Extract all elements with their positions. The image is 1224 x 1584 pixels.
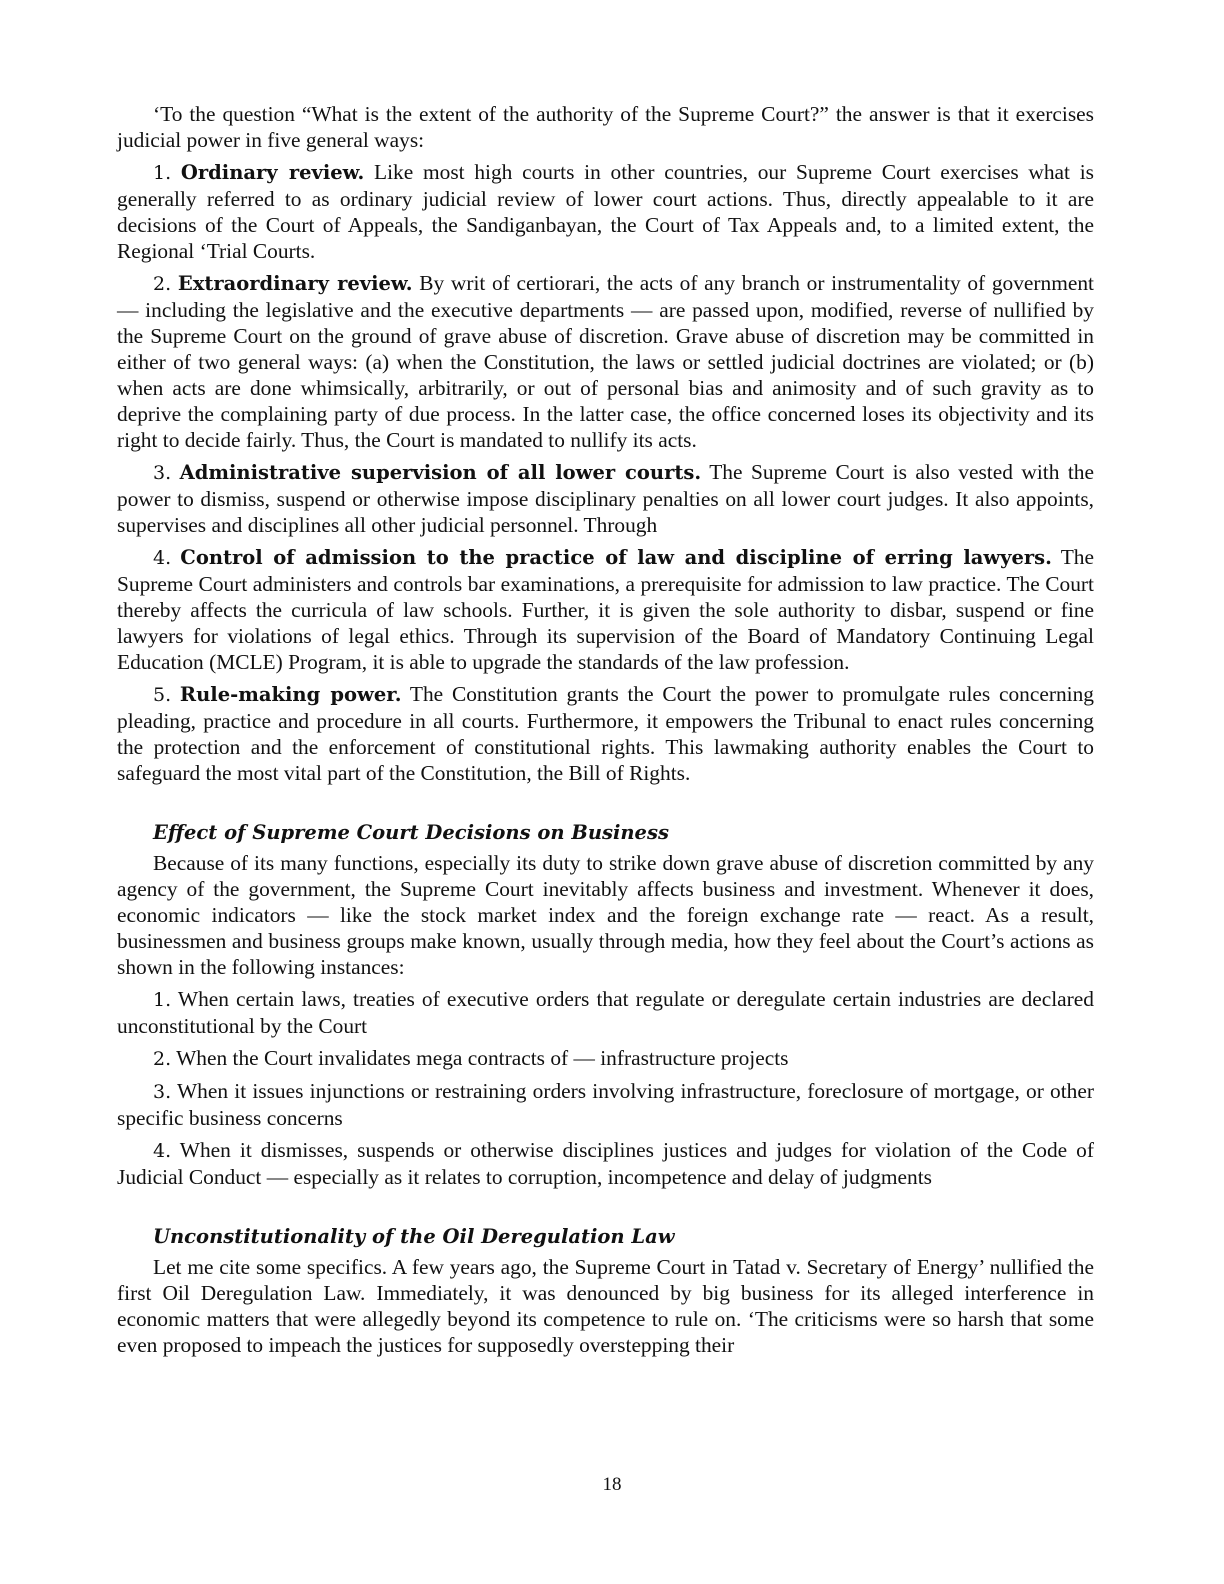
power-text: Like most high courts in other countries, our Supreme Court exercises what is generally referred to as ordinary judicial review of lower court actions. Thus, directly appealable to it are decisions of the Court of Appeals, the Sandiganbayan, the Court of Tax Appeals and, to a limited extent, the Regional ‘Trial Courts. (117, 160, 1094, 263)
instance-number: 1. (153, 989, 172, 1011)
power-number: 3. (153, 462, 172, 484)
instance-text: When it dismisses, suspends or otherwise disciplines justices and judges for violation of the Code of Judicial Conduct — especially as it relates to corruption, incompetence and delay of judgments (117, 1138, 1094, 1189)
power-title: Control of admission to the practice of law and discipline of erring lawyers. (180, 546, 1052, 569)
power-number: 2. (153, 273, 172, 295)
oil-deregulation-paragraph: Let me cite some specifics. A few years ago, the Supreme Court in Tatad v. Secretary of Energy’ nullified the first Oil Deregulation Law. Immediately, it was denounced by big business for its alleged interference in economic matters that were allegedly beyond its competence to rule on. ‘The criticisms were so harsh that some even proposed to impeach the justices for supposedly overstepping their (117, 1255, 1094, 1357)
power-title: Administrative supervision of all lower courts. (179, 461, 702, 484)
intro-paragraph: ‘To the question “What is the extent of the authority of the Supreme Court?” the answer is that it exercises judicial power in five general ways: (117, 102, 1094, 152)
instance-item (117, 986, 1094, 1039)
instance-item (117, 1045, 1094, 1072)
power-number: 1. (153, 162, 172, 184)
instance-text: When the Court invalidates mega contracts of — infrastructure projects (176, 1046, 789, 1070)
section-heading-oil-deregulation: Unconstitutionality of the Oil Deregulation Law (153, 1225, 675, 1248)
instance-text: When it issues injunctions or restraining orders involving infrastructure, foreclosure of mortgage, or other specific business concerns (117, 1079, 1094, 1130)
power-title: Extraordinary review. (177, 272, 413, 295)
page-number: 18 (602, 1474, 622, 1495)
section-heading-business-effect: Effect of Supreme Court Decisions on Business (153, 821, 669, 844)
power-item-administrative-supervision (117, 459, 1094, 538)
power-item-ordinary-review (117, 159, 1094, 264)
instance-text: When certain laws, treaties of executive orders that regulate or deregulate certain industries are declared unconstitutional by the Court (117, 987, 1094, 1038)
power-text: The Constitution grants the Court the power to promulgate rules concerning pleading, practice and procedure in all courts. Furthermore, it empowers the Tribunal to enact rules concerning the protection and the enforcement of constitutional rights. This lawmaking authority enables the Court to safeguard the most vital part of the Constitution, the Bill of Rights. (117, 682, 1095, 785)
instance-item (117, 1078, 1094, 1131)
instance-number: 2. (153, 1048, 172, 1070)
power-item-extraordinary-review (117, 270, 1094, 453)
power-item-admission-control (117, 544, 1094, 675)
power-text: The Supreme Court is also vested with the power to dismiss, suspend or otherwise impose disciplinary penalties on all lower court judges. It also appoints, supervises and disciplines all other judicial personnel. Through (117, 460, 1094, 537)
instance-item (117, 1137, 1094, 1190)
power-number: 4. (153, 547, 172, 569)
power-item-rule-making (117, 681, 1094, 786)
power-title: Rule-making power. (179, 683, 402, 706)
document-page (117, 101, 1094, 1364)
power-number: 5. (153, 684, 172, 706)
power-text: The Supreme Court administers and controls bar examinations, a prerequisite for admission to law practice. The Court thereby affects the curricula of law schools. Further, it is given the sole authority to disbar, suspend or fine lawyers for violations of legal ethics. Through its supervision of the Board of Mandatory Continuing Legal Education (MCLE) Program, it is able to upgrade the standards of the law profession. (117, 545, 1094, 674)
power-title: Ordinary review. (180, 161, 365, 184)
power-text: By writ of certiorari, the acts of any branch or instrumentality of government — including the legislative and the executive departments — are passed upon, modified, reverse of nullified by the Supreme Court on the ground of grave abuse of discretion. Grave abuse of discretion may be committed in either of two general ways: (a) when the Constitution, the laws or settled judicial doctrines are violated; or (b) when acts are done whimsically, arbitrarily, or out of personal bias and animosity and of such gravity as to deprive the complaining party of due process. In the latter case, the office concerned loses its objectivity and its right to decide fairly. Thus, the Court is mandated to nullify its acts. (117, 271, 1094, 452)
section-intro-paragraph: Because of its many functions, especially its duty to strike down grave abuse of discretion committed by any agency of the government, the Supreme Court inevitably affects business and investment. Whenever it does, economic indicators — like the stock market index and the foreign exchange rate — react. As a result, businessmen and business groups make known, usually through media, how they feel about the Court’s actions as shown in the following instances: (117, 851, 1094, 979)
instance-number: 3. (153, 1081, 172, 1103)
instance-number: 4. (153, 1140, 172, 1162)
